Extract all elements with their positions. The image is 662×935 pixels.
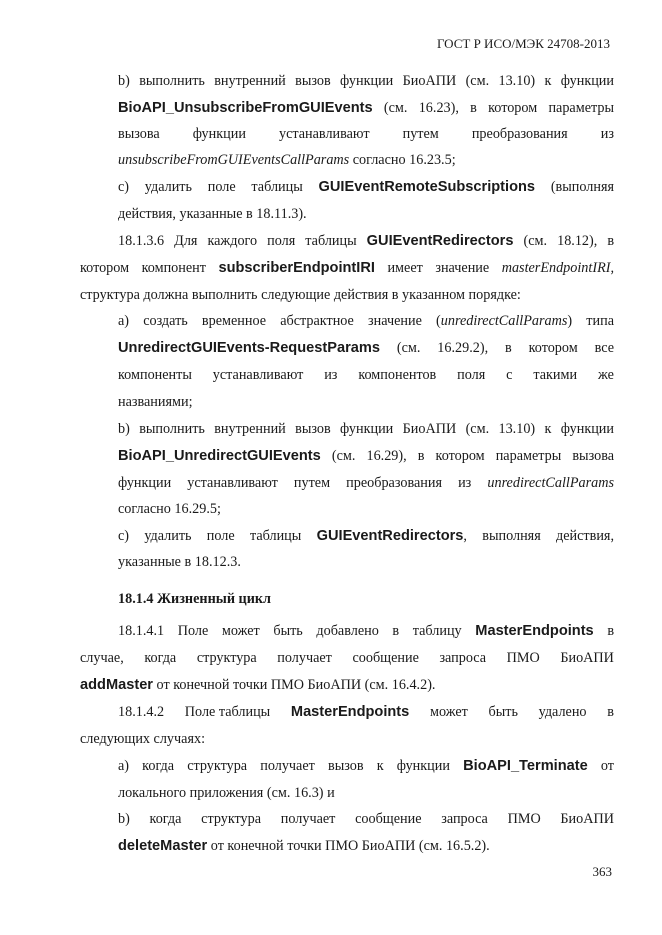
list-item-a2-line3: компоненты устанавливают из компонентов поля с такими же	[118, 367, 614, 383]
list-item-a3-line2: локального приложения (см. 16.3) и	[118, 785, 335, 801]
table-name: MasterEndpoints	[290, 704, 410, 720]
section-heading: 18.1.4 Жизненный цикл	[118, 591, 272, 607]
list-item-b3-line2: deleteMaster от конечной точки ПМО БиоАПИ (см. 16.5.2).	[118, 838, 490, 854]
type-name: UnredirectGUIEvents-RequestParams	[118, 340, 380, 356]
message-name: addMaster	[80, 677, 153, 693]
list-item-b1-line3: вызова функции устанавливают путем преобразования из	[118, 126, 614, 142]
list-item-c2-line1: c) удалить поле таблицы GUIEventRedirectors, выполняя действия,	[118, 528, 614, 544]
list-item-a2-line2: UnredirectGUIEvents-RequestParams (см. 16.29.2), в котором все	[118, 340, 614, 356]
function-name: BioAPI_UnsubscribeFromGUIEvents	[118, 100, 373, 116]
list-item-c1-line2: действия, указанные в 18.11.3).	[118, 206, 307, 222]
table-name: GUIEventRemoteSubscriptions	[318, 179, 536, 195]
table-name: GUIEventRedirectors	[366, 233, 514, 249]
list-item-c2-line2: указанные в 18.12.3.	[118, 554, 241, 570]
list-item-a3-line1: а) когда структура получает вызов к функции BioAPI_Terminate от	[118, 758, 614, 774]
list-item-b2-line3: функции устанавливают путем преобразования из unredirectCallParams	[118, 475, 615, 491]
list-item-b1-line1: b) выполнить внутренний вызов функции БиоАПИ (см. 13.10) к функции	[118, 73, 614, 89]
clause-18141-line2: случае, когда структура получает сообщение запроса ПМО БиоАПИ	[80, 650, 614, 666]
list-item-a2-line1: а) создать временное абстрактное значение (unredirectCallParams) типа	[118, 313, 614, 329]
list-item-b2-line1: b) выполнить внутренний вызов функции БиоАПИ (см. 13.10) к функции	[118, 421, 614, 437]
list-item-c1-line1: c) удалить поле таблицы GUIEventRemoteSubscriptions (выполняя	[118, 179, 615, 195]
list-item-b2-line2: BioAPI_UnredirectGUIEvents (см. 16.29), в котором параметры вызова	[118, 448, 615, 464]
list-item-b3-line1: b) когда структура получает сообщение запроса ПМО БиоАПИ	[118, 811, 614, 827]
clause-18141-line1: 18.1.4.1 Поле может быть добавлено в таблицу MasterEndpoints в	[118, 623, 615, 639]
list-item-a2-line4: названиями;	[118, 394, 193, 410]
list-item-b2-line4: согласно 16.29.5;	[118, 501, 221, 517]
table-name: GUIEventRedirectors	[316, 528, 464, 544]
list-item-b1-line2: BioAPI_UnsubscribeFromGUIEvents (см. 16.23), в котором параметры	[118, 100, 615, 116]
clause-18142-line1: 18.1.4.2 Поле таблицы MasterEndpoints может быть удалено в	[118, 704, 614, 720]
clause-18141-line3: addMaster от конечной точки ПМО БиоАПИ (см. 16.4.2).	[80, 677, 436, 693]
page-number: 363	[592, 864, 612, 879]
component-name: subscriberEndpointIRI	[218, 260, 375, 276]
clause-18136-line3: структура должна выполнить следующие действия в указанном порядке:	[80, 287, 521, 303]
clause-18142-line2: следующих случаях:	[80, 731, 206, 747]
function-name: BioAPI_UnredirectGUIEvents	[118, 448, 321, 464]
message-name: deleteMaster	[118, 838, 208, 854]
table-name: MasterEndpoints	[475, 623, 594, 639]
standard-designation: ГОСТ Р ИСО/МЭК 24708-2013	[436, 36, 610, 51]
clause-18136-line2: котором компонент subscriberEndpointIRI имеет значение masterEndpointIRI,	[80, 260, 615, 276]
function-name: BioAPI_Terminate	[463, 758, 588, 774]
clause-18136-line1: 18.1.3.6 Для каждого поля таблицы GUIEventRedirectors (см. 18.12), в	[118, 233, 615, 249]
list-item-b1-line4: unsubscribeFromGUIEventsCallParams согласно 16.23.5;	[118, 152, 456, 168]
